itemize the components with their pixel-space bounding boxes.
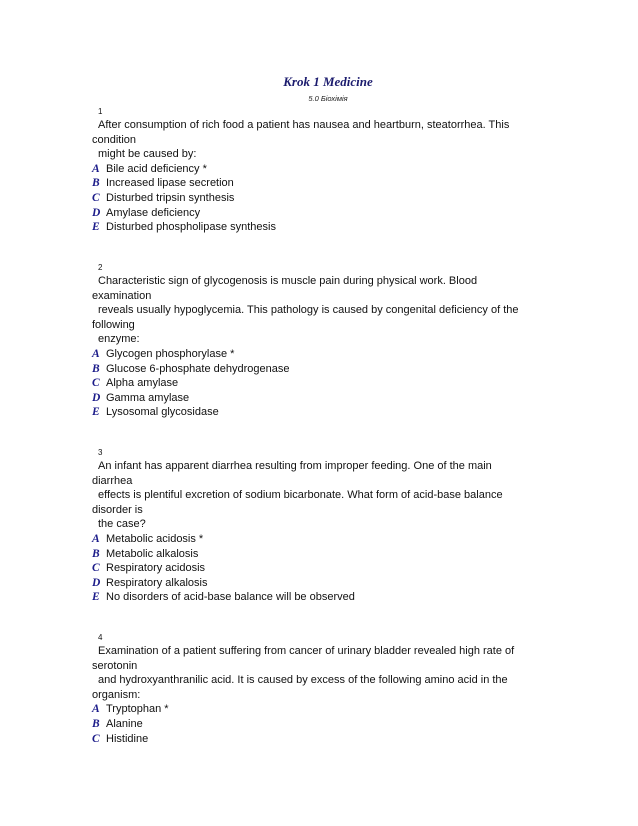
option-text: Respiratory acidosis: [106, 562, 206, 575]
answer-option: [92, 732, 552, 747]
question-text-line: Examination of a patient suffering from cancer of urinary bladder revealed high rate of: [98, 645, 515, 657]
question-2: [92, 262, 552, 420]
question-text-line: disorder is: [92, 503, 143, 516]
page-title: Krok 1 Medicine: [283, 74, 373, 89]
option-text: Disturbed tripsin synthesis: [106, 191, 235, 204]
answer-option: [92, 702, 552, 717]
option-letter: E: [92, 591, 100, 604]
question-3: [92, 447, 552, 605]
question-text-line: diarrhea: [92, 474, 133, 487]
page-subtitle: 5.0 Біохімія: [308, 94, 348, 103]
option-letter: A: [92, 532, 100, 545]
option-text: Tryptophan *: [106, 703, 169, 716]
option-text: Metabolic acidosis *: [106, 532, 204, 545]
option-text: Alanine: [106, 717, 143, 730]
question-text-line: organism:: [92, 688, 141, 701]
answer-option: [92, 362, 552, 377]
option-letter: D: [92, 206, 101, 219]
question-text-line: After consumption of rich food a patient has nausea and heartburn, steatorrhea. This: [98, 119, 510, 131]
answer-option: [92, 191, 552, 206]
option-text: Disturbed phospholipase synthesis: [106, 221, 276, 234]
answer-option: [92, 590, 552, 605]
question-1: [92, 106, 552, 235]
question-text-line: Characteristic sign of glycogenosis is muscle pain during physical work. Blood: [98, 275, 478, 287]
option-letter: D: [92, 391, 101, 404]
answer-option: [92, 176, 552, 191]
option-letter: C: [92, 191, 100, 204]
option-letter: B: [92, 177, 100, 190]
question-number: 1: [98, 107, 103, 116]
option-letter: A: [92, 162, 100, 175]
answer-option: [92, 391, 552, 406]
answer-option: [92, 576, 552, 591]
question-text-line: might be caused by:: [98, 148, 197, 161]
question-text-line: the case?: [98, 518, 146, 531]
question-number: 4: [98, 633, 103, 642]
question-number: 2: [98, 263, 103, 272]
option-letter: B: [92, 717, 100, 730]
question-text-line: and hydroxyanthranilic acid. It is caused by excess of the following amino acid in the: [98, 674, 508, 687]
question-text-line: condition: [92, 133, 137, 146]
option-letter: B: [92, 362, 100, 375]
answer-option: [92, 561, 552, 576]
option-text: Bile acid deficiency *: [106, 162, 207, 175]
question-text-line: examination: [92, 289, 152, 302]
answer-option: [92, 547, 552, 562]
question-text-line: reveals usually hypoglycemia. This pathology is caused by congenital deficiency of the: [98, 304, 519, 317]
option-letter: B: [92, 547, 100, 560]
answer-option: [92, 162, 552, 177]
option-text: Alpha amylase: [106, 377, 179, 390]
option-text: No disorders of acid-base balance will be observed: [106, 591, 355, 604]
option-text: Gamma amylase: [106, 391, 190, 404]
option-text: Glycogen phosphorylase *: [106, 347, 235, 360]
question-text-line: An infant has apparent diarrhea resulting from improper feeding. One of the main: [98, 460, 492, 472]
option-letter: E: [92, 221, 100, 234]
question-text-line: following: [92, 318, 135, 331]
question-text-line: effects is plentiful excretion of sodium bicarbonate. What form of acid-base balance: [98, 489, 503, 502]
option-text: Amylase deficiency: [106, 206, 201, 219]
answer-option: [92, 376, 552, 391]
question-4: [92, 632, 552, 746]
option-text: Glucose 6-phosphate dehydrogenase: [106, 362, 290, 375]
answer-option: [92, 532, 552, 547]
option-text: Histidine: [106, 732, 149, 745]
question-number: 3: [98, 448, 103, 457]
option-letter: C: [92, 377, 100, 390]
answer-option: [92, 405, 552, 420]
option-letter: D: [92, 576, 101, 589]
option-letter: A: [92, 703, 100, 716]
option-text: Lysosomal glycosidase: [106, 406, 219, 419]
question-text-line: serotonin: [92, 659, 138, 672]
answer-option: [92, 717, 552, 732]
option-text: Metabolic alkalosis: [106, 547, 199, 560]
option-letter: C: [92, 732, 100, 745]
answer-option: [92, 347, 552, 362]
option-letter: A: [92, 347, 100, 360]
option-letter: C: [92, 562, 100, 575]
answer-option: [92, 220, 552, 235]
answer-option: [92, 206, 552, 221]
option-letter: E: [92, 406, 100, 419]
question-text-line: enzyme:: [98, 333, 140, 346]
option-text: Respiratory alkalosis: [106, 576, 208, 589]
option-text: Increased lipase secretion: [106, 177, 234, 190]
